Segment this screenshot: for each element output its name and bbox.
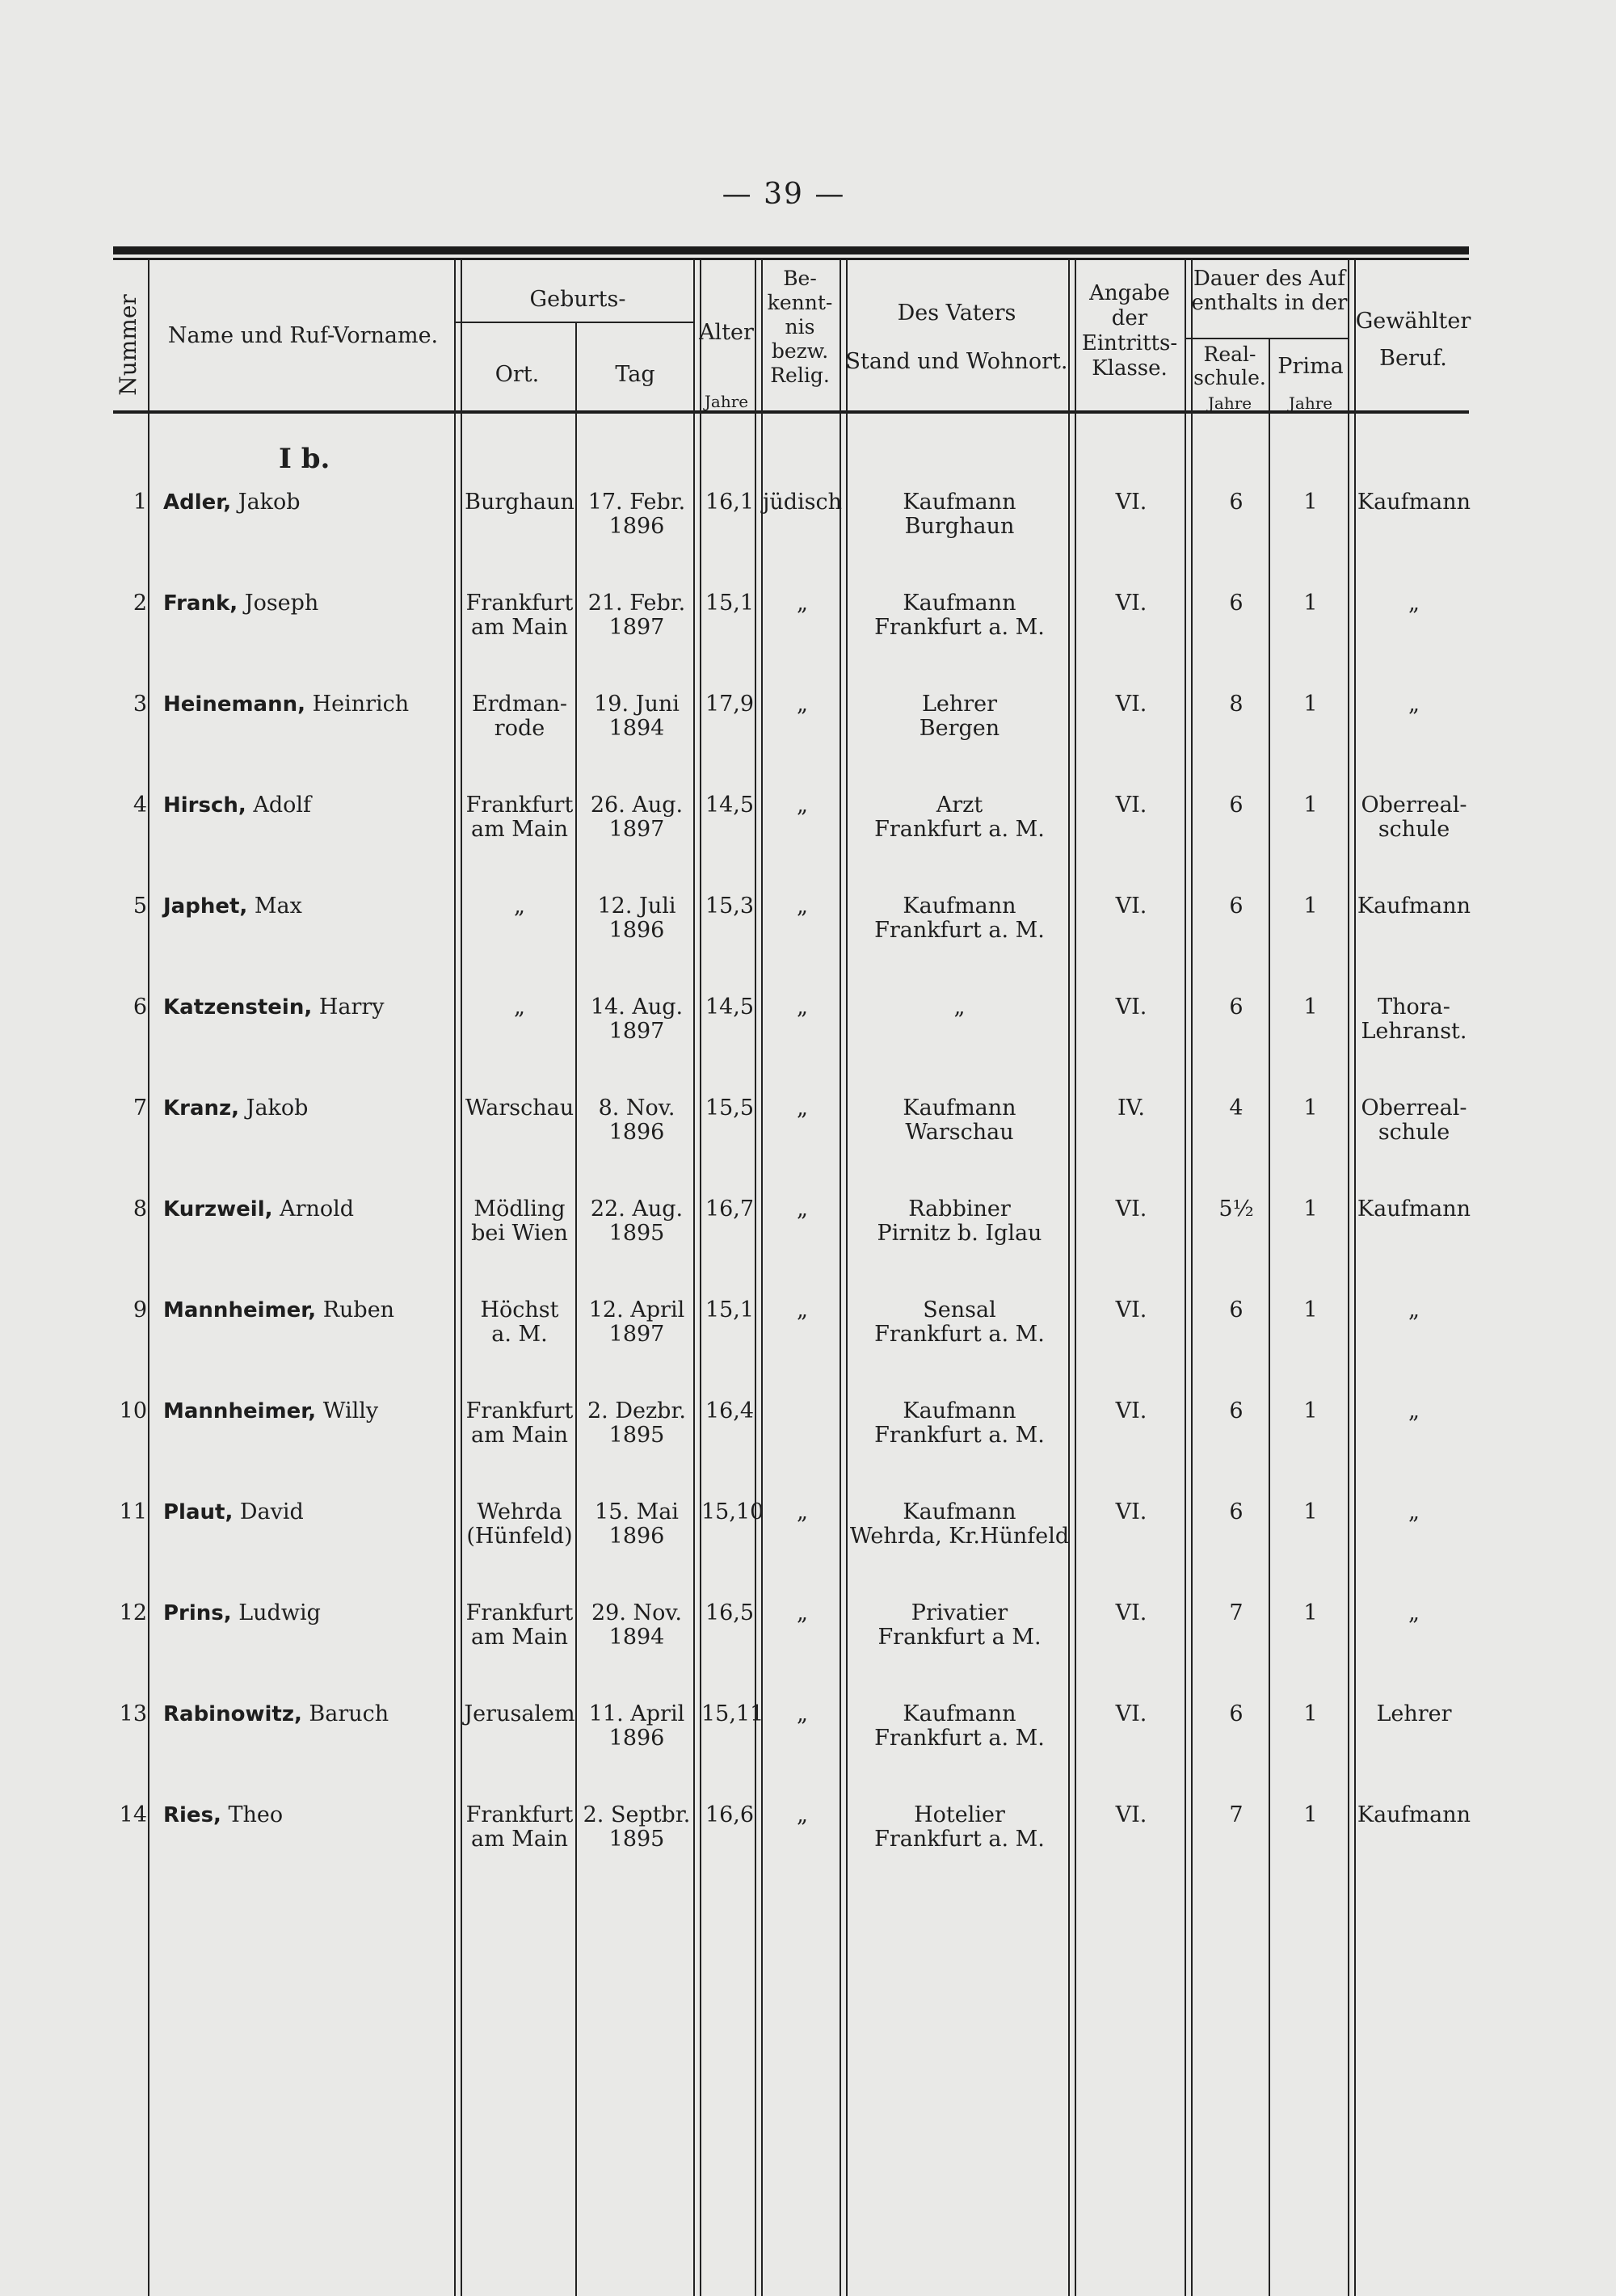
realschule-years: 6 xyxy=(1229,591,1244,616)
age: 14,5 xyxy=(705,995,755,1020)
surname: Katzenstein, xyxy=(163,995,313,1020)
chosen-profession: Oberreal- schule xyxy=(1361,1095,1467,1145)
table-row xyxy=(0,692,1616,773)
given-name: Harry xyxy=(312,995,385,1020)
entry-class: IV. xyxy=(1117,1095,1146,1121)
chosen-profession: „ xyxy=(1408,1398,1420,1423)
student-name xyxy=(163,1096,454,1121)
father-occupation: Kaufmann Frankfurt a. M. xyxy=(874,1701,1045,1751)
given-name: Ruben xyxy=(316,1297,395,1323)
row-number: 12 xyxy=(119,1600,147,1625)
table-row xyxy=(0,1298,1616,1379)
student-name xyxy=(163,1399,454,1423)
entry-class: VI. xyxy=(1115,1196,1147,1222)
birth-date: 29. Nov. 1894 xyxy=(591,1600,683,1650)
father-occupation: „ xyxy=(953,995,966,1020)
age: 15,11 xyxy=(701,1701,764,1726)
entry-class: VI. xyxy=(1115,995,1147,1020)
given-name: David xyxy=(233,1499,304,1524)
dauer-subrule xyxy=(1186,338,1349,339)
entry-class: VI. xyxy=(1115,1701,1147,1726)
prima-years: 1 xyxy=(1303,490,1318,515)
header-des-vaters: Des Vaters xyxy=(897,301,1016,326)
birth-date: 17. Febr. 1896 xyxy=(587,490,686,539)
realschule-years: 8 xyxy=(1229,692,1244,717)
surname: Ries, xyxy=(163,1803,221,1827)
header-alter-jahre: Jahre xyxy=(704,392,749,411)
student-name xyxy=(163,591,454,616)
surname: Kranz, xyxy=(163,1096,240,1121)
entry-class: VI. xyxy=(1115,894,1147,919)
table-row xyxy=(0,1500,1616,1581)
age: 16,6 xyxy=(705,1802,755,1827)
row-number: 6 xyxy=(133,995,147,1020)
given-name: Baruch xyxy=(301,1701,389,1726)
surname: Heinemann, xyxy=(163,692,305,717)
father-occupation: Arzt Frankfurt a. M. xyxy=(874,793,1045,842)
header-geburts: Geburts- xyxy=(529,287,626,312)
birth-date: 8. Nov. 1896 xyxy=(598,1095,675,1145)
surname: Rabinowitz, xyxy=(163,1702,302,1726)
religion: „ xyxy=(797,1600,808,1625)
surname: Plaut, xyxy=(163,1500,234,1524)
student-name xyxy=(163,1197,454,1222)
header-prima-jahre: Jahre xyxy=(1288,393,1333,413)
realschule-years: 6 xyxy=(1229,1297,1244,1323)
header-tag: Tag xyxy=(615,362,655,387)
chosen-profession: Kaufmann xyxy=(1357,894,1471,919)
top-rule-thin xyxy=(113,258,1469,260)
age: 15,5 xyxy=(705,1095,755,1121)
prima-years: 1 xyxy=(1303,692,1318,717)
birth-place: Frankfurt am Main xyxy=(465,1802,574,1852)
table-row xyxy=(0,1601,1616,1682)
header-realschule: Real- schule. xyxy=(1193,343,1266,389)
birth-date: 11. April 1896 xyxy=(588,1701,685,1751)
father-occupation: Kaufmann Burghaun xyxy=(903,490,1016,539)
realschule-years: 6 xyxy=(1229,995,1244,1020)
student-name xyxy=(163,793,454,818)
section-label: I b. xyxy=(279,443,330,475)
birth-place: Erdman- rode xyxy=(471,692,568,741)
birth-date: 21. Febr. 1897 xyxy=(587,591,686,640)
student-name xyxy=(163,1803,454,1827)
prima-years: 1 xyxy=(1303,591,1318,616)
surname: Prins, xyxy=(163,1601,232,1625)
given-name: Adolf xyxy=(246,793,312,818)
given-name: Heinrich xyxy=(305,692,410,717)
age: 15,3 xyxy=(705,894,755,919)
surname: Mannheimer, xyxy=(163,1399,317,1423)
birth-date: 2. Septbr. 1895 xyxy=(583,1802,691,1852)
chosen-profession: Thora- Lehranst. xyxy=(1361,995,1467,1044)
row-number: 10 xyxy=(119,1398,147,1423)
student-name xyxy=(163,1601,454,1625)
birth-date: 22. Aug. 1895 xyxy=(590,1196,684,1246)
table-row xyxy=(0,1702,1616,1783)
birth-place: Frankfurt am Main xyxy=(465,1398,574,1448)
entry-class: VI. xyxy=(1115,692,1147,717)
given-name: Joseph xyxy=(238,591,319,616)
row-number: 3 xyxy=(133,692,147,717)
entry-class: VI. xyxy=(1115,1398,1147,1423)
row-number: 14 xyxy=(119,1802,147,1827)
table-row xyxy=(0,591,1616,672)
religion: „ xyxy=(797,894,808,919)
age: 14,5 xyxy=(705,793,755,818)
realschule-years: 7 xyxy=(1229,1600,1244,1625)
surname: Kurzweil, xyxy=(163,1197,273,1222)
realschule-years: 6 xyxy=(1229,1701,1244,1726)
prima-years: 1 xyxy=(1303,1297,1318,1323)
row-number: 11 xyxy=(119,1499,147,1524)
chosen-profession: Kaufmann xyxy=(1357,1802,1471,1827)
age: 16,4 xyxy=(705,1398,755,1423)
age: 16,7 xyxy=(705,1196,755,1222)
header-realschule-jahre: Jahre xyxy=(1207,393,1252,413)
given-name: Ludwig xyxy=(231,1600,321,1625)
table-row xyxy=(0,894,1616,975)
chosen-profession: Oberreal- schule xyxy=(1361,793,1467,842)
realschule-years: 6 xyxy=(1229,1499,1244,1524)
birth-place: Frankfurt am Main xyxy=(465,1600,574,1650)
realschule-years: 4 xyxy=(1229,1095,1244,1121)
row-number: 5 xyxy=(133,894,147,919)
realschule-years: 5½ xyxy=(1218,1196,1254,1222)
table-row xyxy=(0,1096,1616,1177)
table-row xyxy=(0,995,1616,1076)
prima-years: 1 xyxy=(1303,995,1318,1020)
prima-years: 1 xyxy=(1303,894,1318,919)
given-name: Jakob xyxy=(231,490,301,515)
religion: „ xyxy=(797,995,808,1020)
prima-years: 1 xyxy=(1303,793,1318,818)
header-alter: Alter xyxy=(699,320,754,345)
chosen-profession: Kaufmann xyxy=(1357,490,1471,515)
entry-class: VI. xyxy=(1115,591,1147,616)
birth-place: Frankfurt am Main xyxy=(465,591,574,640)
header-bekenntnis: Be- kennt- nis bezw. Relig. xyxy=(767,267,833,387)
row-number: 13 xyxy=(119,1701,147,1726)
realschule-years: 6 xyxy=(1229,793,1244,818)
father-occupation: Privatier Frankfurt a M. xyxy=(877,1600,1042,1650)
table-row xyxy=(0,793,1616,874)
age: 17,9 xyxy=(705,692,755,717)
religion: „ xyxy=(797,1802,808,1827)
chosen-profession: „ xyxy=(1408,692,1420,717)
religion: jüdisch xyxy=(762,490,843,515)
table-row xyxy=(0,1803,1616,1884)
age: 15,1 xyxy=(705,591,755,616)
father-occupation: Lehrer Bergen xyxy=(919,692,1000,741)
chosen-profession: Kaufmann xyxy=(1357,1196,1471,1222)
prima-years: 1 xyxy=(1303,1499,1318,1524)
student-name xyxy=(163,1500,454,1524)
entry-class: VI. xyxy=(1115,1297,1147,1323)
header-nummer: Nummer xyxy=(115,294,141,396)
surname: Mannheimer, xyxy=(163,1298,317,1323)
entry-class: VI. xyxy=(1115,793,1147,818)
father-occupation: Kaufmann Warschau xyxy=(903,1095,1016,1145)
religion: „ xyxy=(797,793,808,818)
religion: „ xyxy=(797,1095,808,1121)
header-angabe: Angabe der Eintritts- Klasse. xyxy=(1081,281,1178,381)
prima-years: 1 xyxy=(1303,1398,1318,1423)
surname: Adler, xyxy=(163,490,232,515)
father-occupation: Kaufmann Frankfurt a. M. xyxy=(874,894,1045,943)
birth-place: „ xyxy=(514,894,525,919)
chosen-profession: „ xyxy=(1408,591,1420,616)
religion: „ xyxy=(797,1701,808,1726)
student-name xyxy=(163,995,454,1020)
age: 16,5 xyxy=(705,1600,755,1625)
birth-date: 2. Dezbr. 1895 xyxy=(587,1398,686,1448)
header-gewaehlter-beruf: Gewählter Beruf. xyxy=(1355,309,1471,371)
header-dauer: Dauer des Auf enthalts in der xyxy=(1191,267,1348,315)
entry-class: VI. xyxy=(1115,1499,1147,1524)
header-name: Name und Ruf-Vorname. xyxy=(167,323,439,348)
chosen-profession: Lehrer xyxy=(1376,1701,1452,1726)
student-name xyxy=(163,692,454,717)
birth-date: 12. Juli 1896 xyxy=(597,894,676,943)
table-row xyxy=(0,490,1616,571)
birth-date: 26. Aug. 1897 xyxy=(590,793,684,842)
birth-place: Burghaun xyxy=(465,490,574,515)
student-name xyxy=(163,894,454,919)
student-name xyxy=(163,1702,454,1726)
father-occupation: Kaufmann Frankfurt a. M. xyxy=(874,591,1045,640)
given-name: Willy xyxy=(316,1398,379,1423)
row-number: 4 xyxy=(133,793,147,818)
given-name: Max xyxy=(247,894,302,919)
student-name xyxy=(163,490,454,515)
entry-class: VI. xyxy=(1115,1802,1147,1827)
prima-years: 1 xyxy=(1303,1196,1318,1222)
entry-class: VI. xyxy=(1115,1600,1147,1625)
header-prima: Prima xyxy=(1277,354,1344,379)
religion: „ xyxy=(797,692,808,717)
prima-years: 1 xyxy=(1303,1600,1318,1625)
realschule-years: 6 xyxy=(1229,894,1244,919)
surname: Frank, xyxy=(163,591,238,616)
prima-years: 1 xyxy=(1303,1802,1318,1827)
geburts-subrule xyxy=(456,322,695,323)
prima-years: 1 xyxy=(1303,1701,1318,1726)
birth-date: 15. Mai 1896 xyxy=(595,1499,679,1549)
header-ort: Ort. xyxy=(494,362,540,387)
entry-class: VI. xyxy=(1115,490,1147,515)
birth-place: Frankfurt am Main xyxy=(465,793,574,842)
birth-place: Wehrda (Hünfeld) xyxy=(466,1499,573,1549)
row-number: 7 xyxy=(133,1095,147,1121)
prima-years: 1 xyxy=(1303,1095,1318,1121)
table-row xyxy=(0,1399,1616,1480)
top-rule-thick xyxy=(113,246,1469,254)
birth-date: 12. April 1897 xyxy=(588,1297,685,1347)
given-name: Arnold xyxy=(272,1196,355,1222)
birth-place: Jerusalem xyxy=(464,1701,575,1726)
given-name: Theo xyxy=(221,1802,284,1827)
surname: Japhet, xyxy=(163,894,248,919)
age: 15,10 xyxy=(701,1499,764,1524)
father-occupation: Sensal Frankfurt a. M. xyxy=(874,1297,1045,1347)
birth-place: Warschau xyxy=(465,1095,574,1121)
birth-date: 14. Aug. 1897 xyxy=(590,995,684,1044)
birth-place: Höchst a. M. xyxy=(480,1297,559,1347)
realschule-years: 7 xyxy=(1229,1802,1244,1827)
father-occupation: Kaufmann Frankfurt a. M. xyxy=(874,1398,1045,1448)
page-number: — 39 — xyxy=(722,178,846,211)
surname: Hirsch, xyxy=(163,793,246,818)
religion: „ xyxy=(797,1499,808,1524)
father-occupation: Hotelier Frankfurt a. M. xyxy=(874,1802,1045,1852)
birth-place: „ xyxy=(514,995,525,1020)
row-number: 2 xyxy=(133,591,147,616)
religion: „ xyxy=(797,1297,808,1323)
realschule-years: 6 xyxy=(1229,490,1244,515)
age: 16,1 xyxy=(705,490,755,515)
chosen-profession: „ xyxy=(1408,1600,1420,1625)
chosen-profession: „ xyxy=(1408,1297,1420,1323)
birth-place: Mödling bei Wien xyxy=(471,1196,568,1246)
row-number: 8 xyxy=(133,1196,147,1222)
birth-date: 19. Juni 1894 xyxy=(594,692,680,741)
religion: „ xyxy=(797,591,808,616)
row-number: 9 xyxy=(133,1297,147,1323)
religion: „ xyxy=(797,1196,808,1222)
father-occupation: Kaufmann Wehrda, Kr.Hünfeld xyxy=(849,1499,1070,1549)
student-name xyxy=(163,1298,454,1323)
row-number: 1 xyxy=(133,490,147,515)
table-row xyxy=(0,1197,1616,1278)
age: 15,1 xyxy=(705,1297,755,1323)
realschule-years: 6 xyxy=(1229,1398,1244,1423)
given-name: Jakob xyxy=(239,1095,309,1121)
header-stand-wohnort: Stand und Wohnort. xyxy=(845,349,1068,374)
father-occupation: Rabbiner Pirnitz b. Iglau xyxy=(877,1196,1042,1246)
chosen-profession: „ xyxy=(1408,1499,1420,1524)
